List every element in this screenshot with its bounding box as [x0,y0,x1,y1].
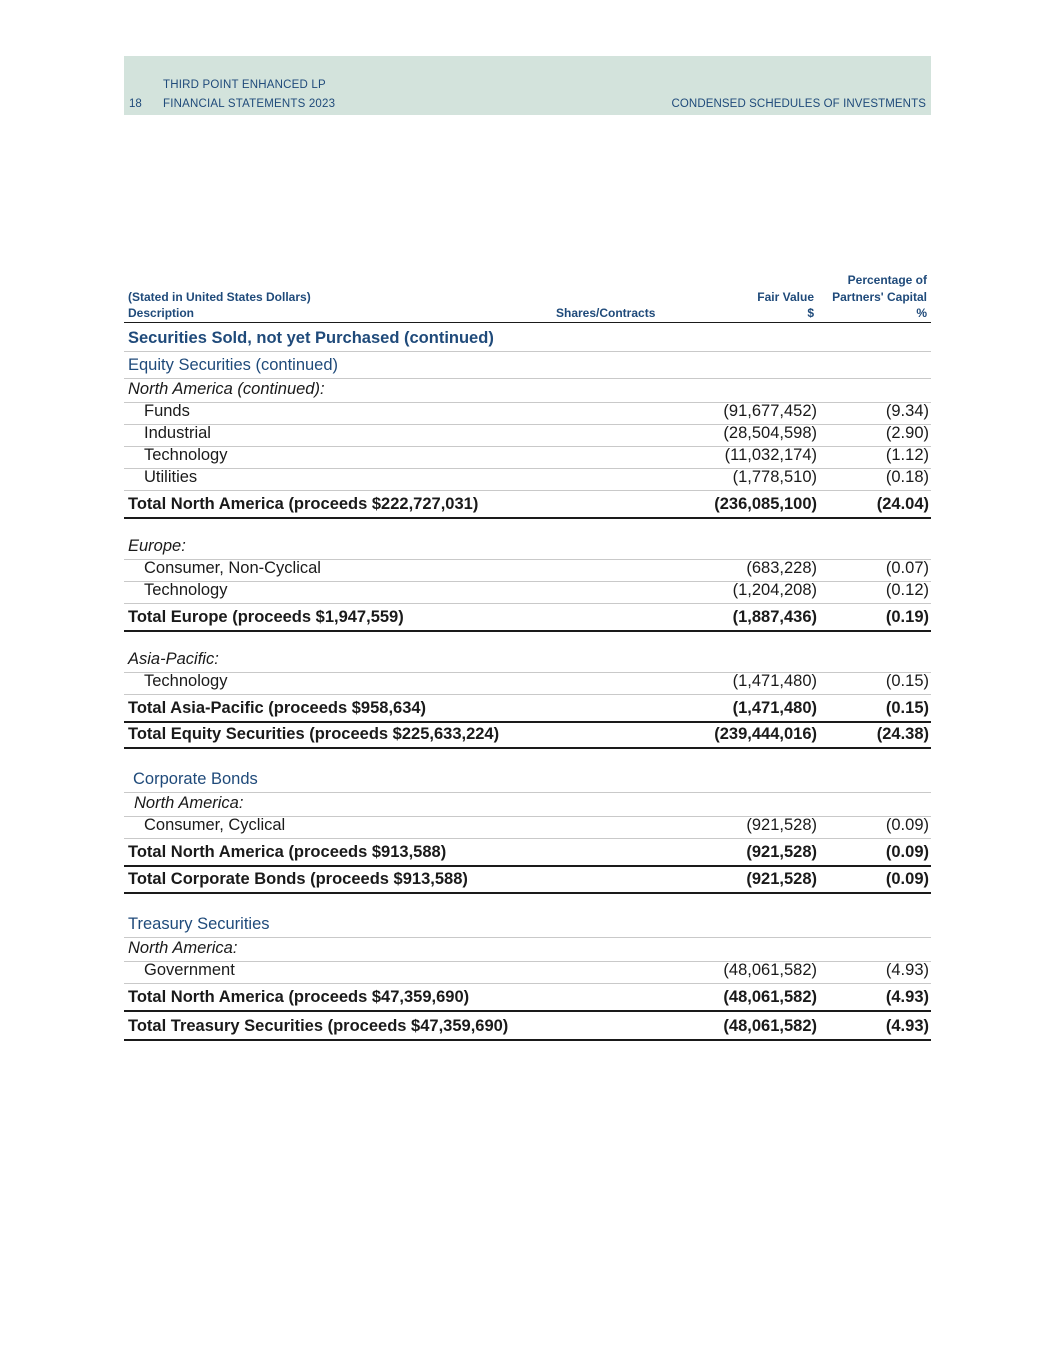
table-row [124,961,931,984]
table-row [124,792,931,817]
fair-value-unit: $ [807,306,814,320]
table-row [124,378,931,403]
table-row [124,468,931,491]
fair-value-header: Fair Value [757,290,814,304]
total-label: Total Equity Securities (proceeds $225,633,224) [128,725,500,743]
region-label: North America: [128,939,238,957]
table-row [124,910,931,938]
fair-value: (683,228) [746,559,817,577]
percentage: (0.07) [885,559,929,577]
total-row [124,838,931,867]
total-row [124,865,931,894]
total-percentage: (0.19) [885,608,929,626]
table-row [124,324,931,352]
fair-value: (48,061,582) [723,961,817,979]
percentage: (0.15) [885,672,929,690]
total-percentage: (24.38) [876,725,929,743]
section-title: CONDENSED SCHEDULES OF INVESTMENTS [671,98,926,110]
percentage: (0.09) [885,816,929,834]
region-label: Asia-Pacific: [128,650,219,668]
total-label: Total North America (proceeds $222,727,031) [128,495,479,513]
item-label: Technology [144,672,228,690]
item-label: Technology [144,581,228,599]
table-row [124,559,931,582]
percentage: (2.90) [885,424,929,442]
total-label: Total Treasury Securities (proceeds $47,359,690) [128,1017,509,1035]
table-row [124,402,931,425]
table-row [124,816,931,839]
item-label: Government [144,961,235,979]
table-row [124,424,931,447]
total-fair-value: (921,528) [746,843,817,861]
region-label: North America (continued): [128,380,325,398]
total-label: Total Corporate Bonds (proceeds $913,588) [128,870,468,888]
shares-header: Shares/Contracts [556,306,656,320]
total-row [124,490,931,519]
region-label: Europe: [128,537,186,555]
item-label: Funds [144,402,190,420]
total-label: Total North America (proceeds $47,359,690) [128,988,470,1006]
percentage: (4.93) [885,961,929,979]
item-label: Consumer, Cyclical [144,816,286,834]
total-label: Total Asia-Pacific (proceeds $958,634) [128,699,427,717]
page-number: 18 [129,98,142,110]
table-row [124,536,931,560]
fair-value: (1,778,510) [732,468,817,486]
total-percentage: (24.04) [876,495,929,513]
total-row [124,694,931,723]
total-fair-value: (921,528) [746,870,817,888]
total-fair-value: (48,061,582) [723,988,817,1006]
total-percentage: (0.15) [885,699,929,717]
header-rule [124,302,931,323]
total-row [124,1010,931,1041]
table-row [124,648,931,673]
table-row [124,351,931,379]
table-row [124,446,931,469]
item-label: Industrial [144,424,211,442]
fair-value: (11,032,174) [724,446,817,464]
description-header: Description [128,306,195,320]
total-row [124,603,931,632]
fair-value: (1,204,208) [732,581,817,599]
table-title: Securities Sold, not yet Purchased (continued) [128,329,494,347]
category-label: Corporate Bonds [133,770,258,788]
total-percentage: (0.09) [885,843,929,861]
total-fair-value: (236,085,100) [714,495,817,513]
total-fair-value: (1,471,480) [732,699,817,717]
item-label: Utilities [144,468,198,486]
percentage: (0.18) [885,468,929,486]
total-percentage: (4.93) [885,1017,929,1035]
table-row [124,937,931,962]
stated-in-note: (Stated in United States Dollars) [128,290,311,304]
document-title: FINANCIAL STATEMENTS 2023 [163,98,336,110]
percentage: (9.34) [885,402,929,420]
percentage-header: Percentage of [847,273,927,287]
category-label: Equity Securities (continued) [128,356,339,374]
total-fair-value: (48,061,582) [723,1017,817,1035]
percentage: (1.12) [885,446,929,464]
percentage: (0.12) [885,581,929,599]
fair-value: (28,504,598) [723,424,817,442]
total-percentage: (0.09) [885,870,929,888]
total-row [124,983,931,1012]
total-row [124,721,931,749]
fair-value: (1,471,480) [732,672,817,690]
total-label: Total North America (proceeds $913,588) [128,843,447,861]
total-percentage: (4.93) [885,988,929,1006]
item-label: Technology [144,446,228,464]
category-label: Treasury Securities [128,915,270,933]
page-header [124,56,931,115]
table-row [124,672,931,695]
fair-value: (91,677,452) [723,402,817,420]
partners-capital-header: Partners' Capital [832,290,927,304]
total-fair-value: (239,444,016) [714,725,817,743]
table-row [124,765,931,793]
total-fair-value: (1,887,436) [732,608,817,626]
item-label: Consumer, Non-Cyclical [144,559,321,577]
table-row [124,581,931,604]
company-name: THIRD POINT ENHANCED LP [163,79,326,91]
fair-value: (921,528) [746,816,817,834]
total-label: Total Europe (proceeds $1,947,559) [128,608,404,626]
percentage-unit: % [916,306,927,320]
region-label: North America: [134,794,244,812]
